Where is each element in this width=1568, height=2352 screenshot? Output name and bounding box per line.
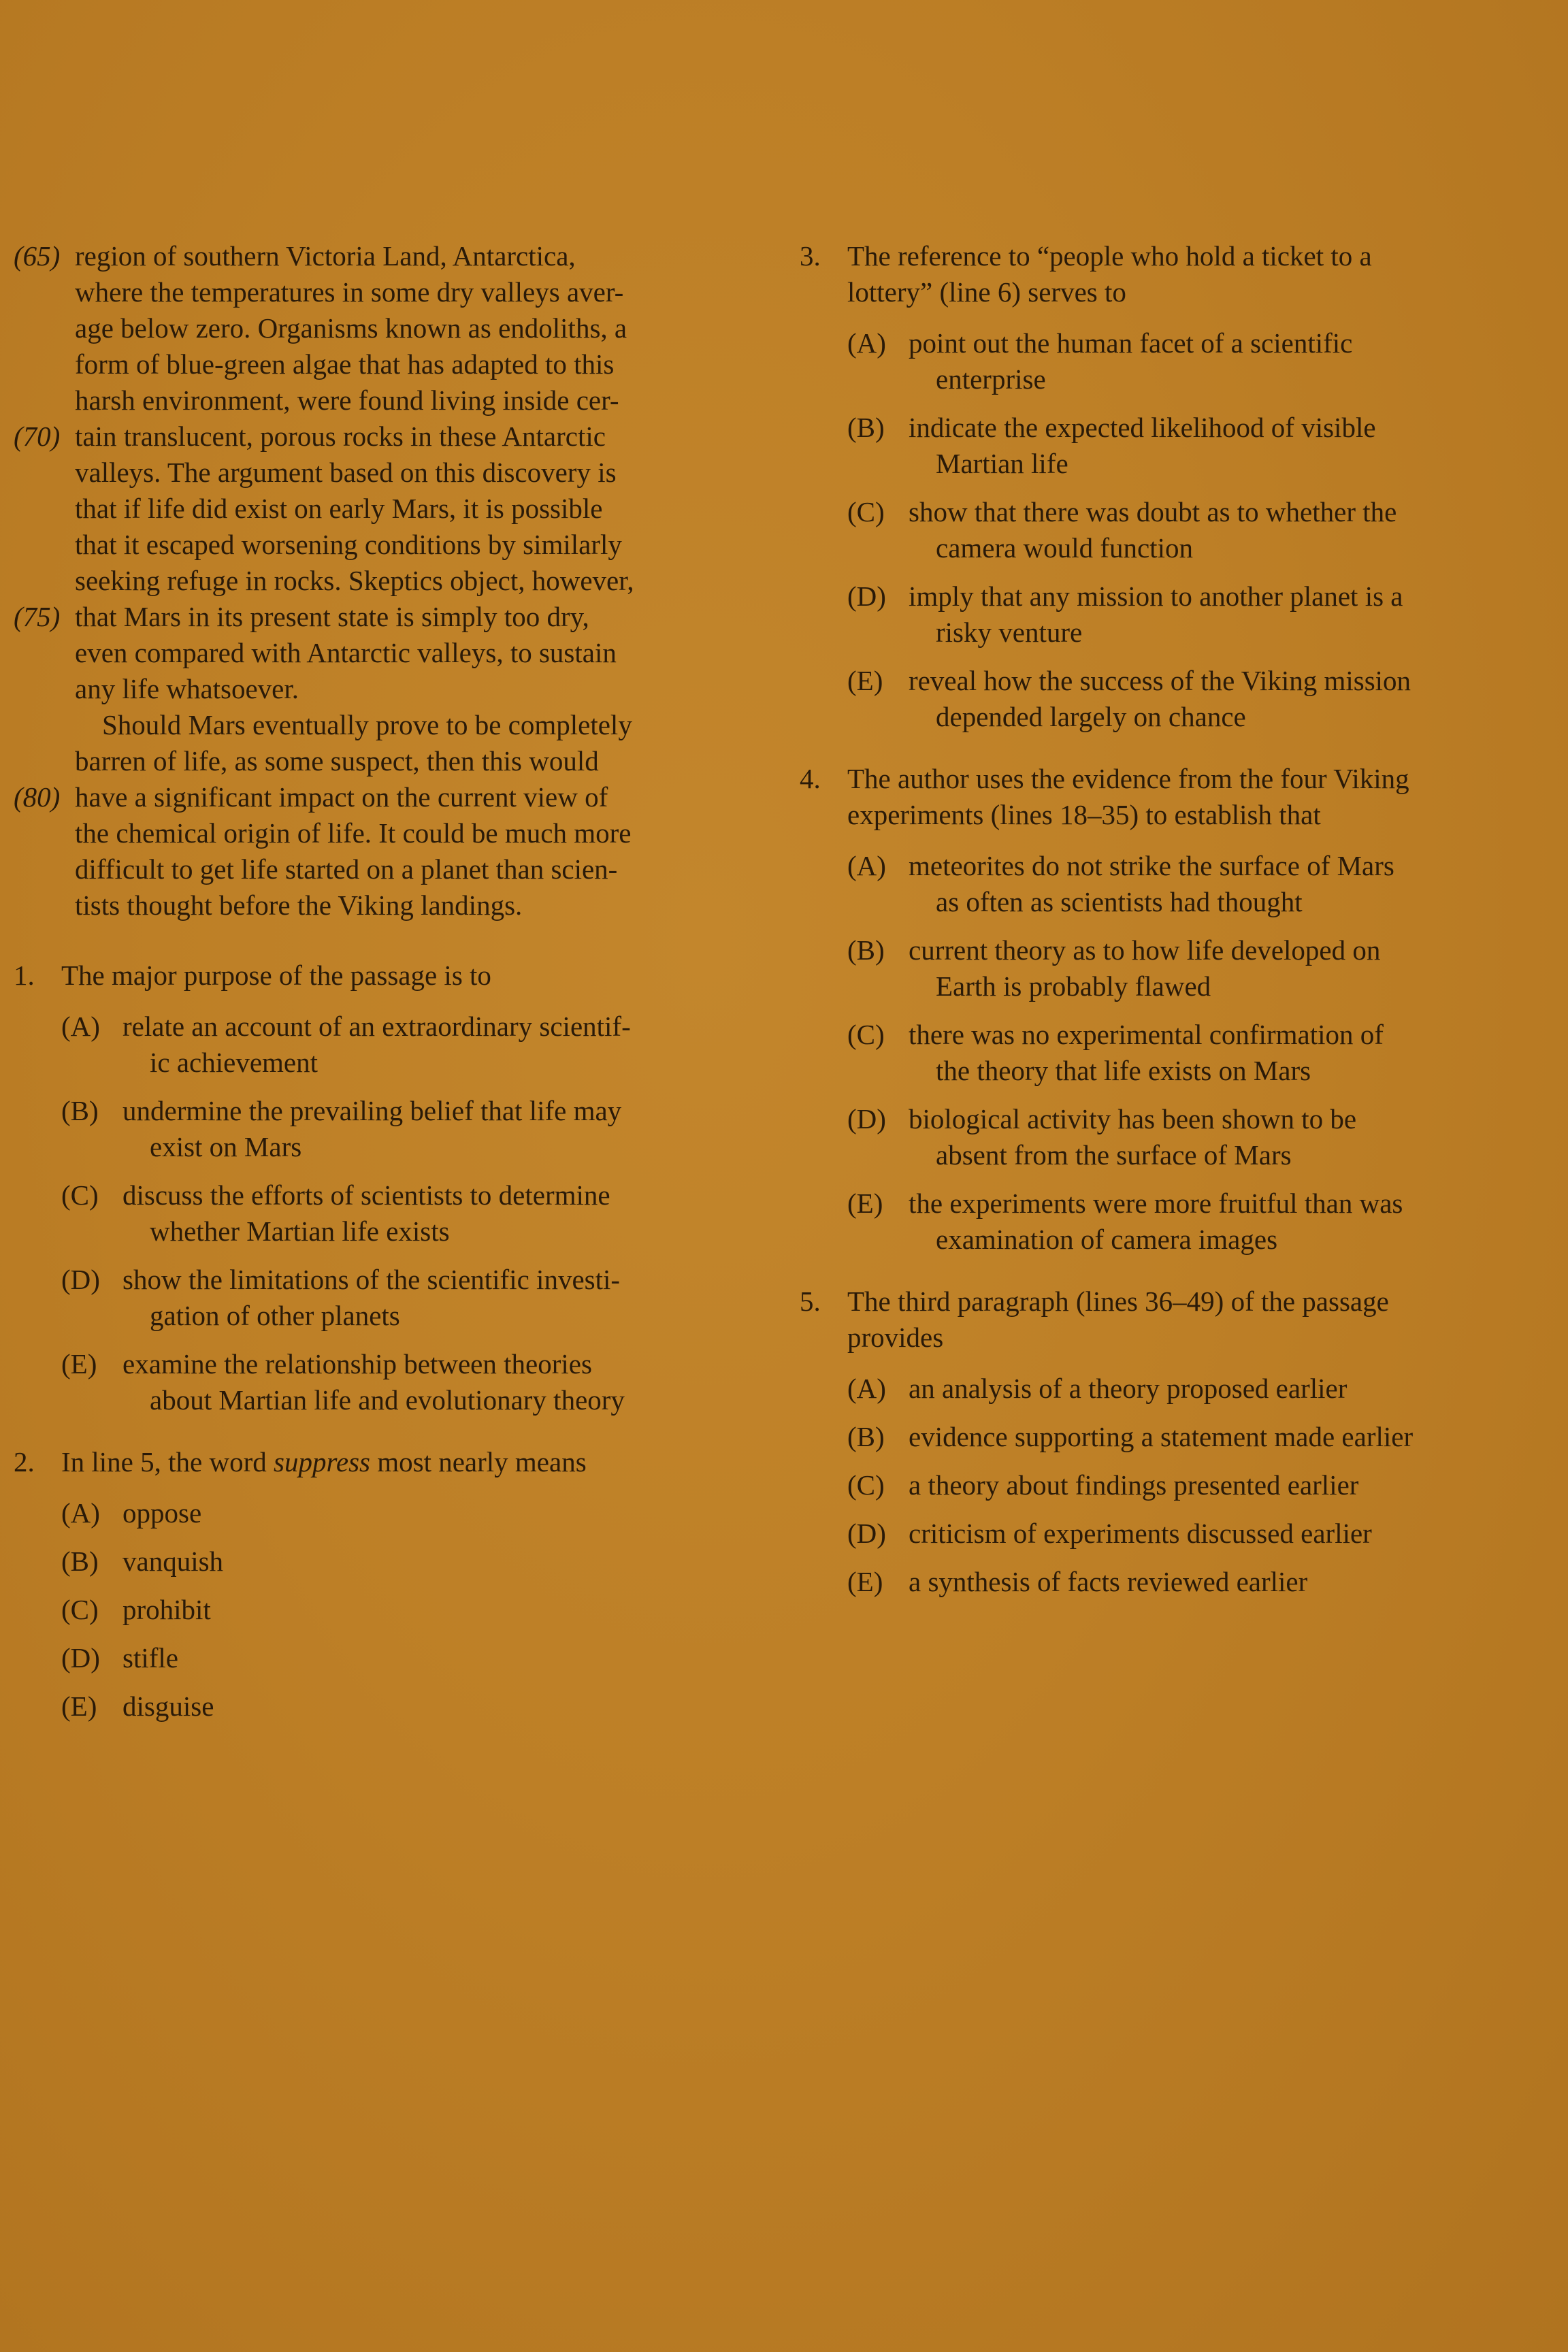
choice-text <box>909 932 1541 1004</box>
line-text: region of southern Victoria Land, Antarctica, <box>75 240 576 272</box>
answer-choice[interactable] <box>847 494 1541 566</box>
line-text: difficult to get life started on a planet than scien- <box>75 853 618 885</box>
passage-line <box>14 455 735 491</box>
line-number <box>14 382 75 419</box>
line-number <box>14 563 75 599</box>
choice-text: stifle <box>122 1642 178 1673</box>
answer-choice[interactable] <box>847 1017 1541 1089</box>
choice-text: disguise <box>122 1690 214 1722</box>
question-number: 5. <box>800 1286 821 1317</box>
answer-choices <box>800 1371 1541 1600</box>
choice-text-line: as often as scientists had thought <box>936 886 1303 917</box>
choice-text-line: a theory about findings presented earlier <box>909 1469 1359 1501</box>
choice-text-line: show that there was doubt as to whether the <box>909 496 1397 527</box>
answer-choice[interactable] <box>847 1371 1541 1407</box>
choice-text-line: there was no experimental confirmation of <box>909 1019 1384 1050</box>
question-text <box>847 761 1541 833</box>
question-4 <box>800 761 1541 1258</box>
line-number <box>14 455 75 491</box>
choice-label: (E) <box>847 1188 883 1219</box>
question-text-line: The reference to “people who hold a ticket to a <box>847 240 1372 272</box>
choice-text <box>909 848 1541 920</box>
question-text <box>847 1284 1541 1356</box>
choice-label: (C) <box>847 1469 885 1501</box>
left-column <box>14 238 735 1737</box>
choice-text <box>122 1346 735 1418</box>
question-text-line: experiments (lines 18–35) to establish that <box>847 799 1321 830</box>
choice-text-line: examination of camera images <box>936 1224 1278 1255</box>
line-text: valleys. The argument based on this discovery is <box>75 457 617 488</box>
answer-choice[interactable] <box>847 410 1541 482</box>
choice-text-line: risky venture <box>936 617 1083 648</box>
line-text: form of blue-green algae that has adapted to this <box>75 348 615 380</box>
passage-line <box>14 238 735 274</box>
answer-choice[interactable] <box>61 1592 735 1628</box>
question-text-line: The author uses the evidence from the four Viking <box>847 763 1409 794</box>
line-text: even compared with Antarctic valleys, to sustain <box>75 637 617 668</box>
choice-text-line: indicate the expected likelihood of visible <box>909 412 1376 443</box>
choice-text-line: enterprise <box>936 363 1046 395</box>
line-number <box>14 851 75 887</box>
answer-choice[interactable] <box>61 1640 735 1676</box>
choice-text-line: relate an account of an extraordinary scientif- <box>122 1011 631 1042</box>
line-number: (80) <box>14 781 61 813</box>
choice-label: (B) <box>847 934 885 966</box>
answer-choices <box>14 1495 735 1725</box>
choice-text-line: point out the human facet of a scientific <box>909 327 1353 359</box>
answer-choice[interactable] <box>61 1346 735 1418</box>
answer-choices <box>800 325 1541 735</box>
questions-left <box>14 958 735 1418</box>
choice-text-line: Martian life <box>936 448 1068 479</box>
question-number: 2. <box>14 1446 35 1477</box>
line-text: where the temperatures in some dry valleys aver- <box>75 276 624 308</box>
choice-text-line: an analysis of a theory proposed earlier <box>909 1373 1348 1404</box>
line-number <box>14 743 75 779</box>
line-number <box>14 671 75 707</box>
answer-choice[interactable] <box>847 1101 1541 1173</box>
choice-text-line: depended largely on chance <box>936 701 1246 732</box>
choice-text-line: Earth is probably flawed <box>936 970 1211 1002</box>
line-number <box>14 491 75 527</box>
answer-choice[interactable] <box>847 932 1541 1004</box>
choice-label: (B) <box>847 1421 885 1452</box>
line-text: that if life did exist on early Mars, it is possible <box>75 493 603 524</box>
choice-label: (D) <box>61 1264 100 1295</box>
choice-text <box>122 1009 735 1081</box>
choice-label: (D) <box>847 1518 886 1549</box>
choice-text-line: examine the relationship between theories <box>122 1348 592 1379</box>
answer-choice[interactable] <box>847 1186 1541 1258</box>
passage-line <box>14 382 735 419</box>
choice-label: (A) <box>61 1011 100 1042</box>
answer-choice[interactable] <box>61 1495 735 1531</box>
choice-text <box>122 1093 735 1165</box>
question-2 <box>14 1444 735 1725</box>
choice-text-line: absent from the surface of Mars <box>936 1139 1292 1171</box>
line-number: (65) <box>14 240 61 272</box>
choice-text <box>909 1186 1541 1258</box>
emphasized-word: suppress <box>273 1446 370 1477</box>
choice-text <box>909 1564 1541 1600</box>
question-5 <box>800 1284 1541 1600</box>
question-number: 4. <box>800 763 821 794</box>
choice-label: (C) <box>61 1179 99 1211</box>
answer-choice[interactable] <box>847 325 1541 397</box>
choice-text-line: evidence supporting a statement made earlier <box>909 1421 1414 1452</box>
question-text-line: The third paragraph (lines 36–49) of the passage <box>847 1286 1389 1317</box>
choice-text-line: current theory as to how life developed on <box>909 934 1381 966</box>
passage-line <box>14 707 735 743</box>
line-text: that Mars in its present state is simply too dry, <box>75 601 589 632</box>
choice-text <box>909 325 1541 397</box>
line-number <box>14 635 75 671</box>
passage-line <box>14 779 735 815</box>
question-text: In line 5, the word suppress most nearly means <box>61 1446 587 1477</box>
answer-choices <box>800 848 1541 1258</box>
choice-label: (E) <box>61 1690 97 1722</box>
passage-line <box>14 851 735 887</box>
choice-text <box>122 1262 735 1334</box>
question-stem <box>800 238 1541 310</box>
passage-line <box>14 671 735 707</box>
line-number <box>14 887 75 924</box>
choice-text-line: a synthesis of facts reviewed earlier <box>909 1566 1308 1597</box>
passage-line <box>14 491 735 527</box>
answer-choice[interactable] <box>61 1177 735 1250</box>
question-number: 3. <box>800 240 821 272</box>
choice-text <box>909 410 1541 482</box>
line-text: harsh environment, were found living inside cer- <box>75 385 619 416</box>
line-number: (75) <box>14 601 61 632</box>
question-1 <box>14 958 735 1418</box>
question-text <box>847 238 1541 310</box>
choice-text-line: gation of other planets <box>150 1300 400 1331</box>
choice-label: (D) <box>61 1642 100 1673</box>
line-number <box>14 815 75 851</box>
choice-text <box>909 1101 1541 1173</box>
choice-label: (A) <box>847 1373 886 1404</box>
line-number <box>14 310 75 346</box>
choice-label: (C) <box>847 496 885 527</box>
passage-line <box>14 635 735 671</box>
passage-line <box>14 274 735 310</box>
choice-label: (B) <box>61 1095 99 1126</box>
choice-label: (C) <box>61 1594 99 1625</box>
passage-line <box>14 743 735 779</box>
answer-choice[interactable] <box>61 1688 735 1725</box>
choice-text-line: the theory that life exists on Mars <box>936 1055 1311 1086</box>
answer-choice[interactable] <box>847 578 1541 651</box>
passage-line <box>14 527 735 563</box>
line-text: any life whatsoever. <box>75 673 299 704</box>
choice-label: (B) <box>61 1546 99 1577</box>
line-text: seeking refuge in rocks. Skeptics object, however, <box>75 565 634 596</box>
choice-label: (D) <box>847 581 886 612</box>
line-text: tain translucent, porous rocks in these Antarctic <box>75 421 606 452</box>
line-text: the chemical origin of life. It could be much more <box>75 817 632 849</box>
line-text: have a significant impact on the current view of <box>75 781 608 813</box>
choice-label: (E) <box>847 1566 883 1597</box>
choice-text-line: ic achievement <box>150 1047 318 1078</box>
answer-choice[interactable] <box>61 1262 735 1334</box>
choice-text-line: criticism of experiments discussed earlier <box>909 1518 1372 1549</box>
line-number <box>14 274 75 310</box>
choice-text-line: imply that any mission to another planet is a <box>909 581 1403 612</box>
answer-choice[interactable] <box>61 1544 735 1580</box>
question-text <box>61 958 735 994</box>
choice-text <box>909 494 1541 566</box>
choice-text-line: exist on Mars <box>150 1131 302 1162</box>
right-column <box>800 238 1541 1612</box>
question-number: 1. <box>14 960 35 991</box>
choice-text <box>909 1467 1541 1503</box>
choice-text-line: meteorites do not strike the surface of Mars <box>909 850 1394 881</box>
passage-line <box>14 419 735 455</box>
answer-choice[interactable] <box>847 1516 1541 1552</box>
line-text: Should Mars eventually prove to be completely <box>102 709 632 740</box>
choice-text-line: whether Martian life exists <box>150 1215 450 1247</box>
answer-choice[interactable] <box>847 848 1541 920</box>
question-stem <box>800 1284 1541 1356</box>
passage-line <box>14 599 735 635</box>
line-number <box>14 707 75 743</box>
line-number <box>14 346 75 382</box>
answer-choice[interactable] <box>847 1564 1541 1600</box>
passage-line <box>14 887 735 924</box>
choice-text <box>909 1017 1541 1089</box>
answer-choice[interactable] <box>847 663 1541 735</box>
choice-text: prohibit <box>122 1594 211 1625</box>
choice-text: vanquish <box>122 1546 224 1577</box>
choice-text <box>909 1419 1541 1455</box>
question-stem <box>800 761 1541 833</box>
choice-text <box>909 578 1541 651</box>
questions-right <box>800 238 1541 1600</box>
question-3 <box>800 238 1541 735</box>
answer-choices <box>14 1009 735 1418</box>
choice-text-line: reveal how the success of the Viking mission <box>909 665 1411 696</box>
question-text-line: The major purpose of the passage is to <box>61 960 491 991</box>
choice-text-line: undermine the prevailing belief that life may <box>122 1095 622 1126</box>
line-text: tists thought before the Viking landings. <box>75 889 523 921</box>
choice-label: (E) <box>61 1348 97 1379</box>
choice-label: (A) <box>847 850 886 881</box>
line-number <box>14 527 75 563</box>
choice-text-line: discuss the efforts of scientists to determine <box>122 1179 610 1211</box>
choice-label: (A) <box>61 1497 100 1529</box>
passage <box>14 238 735 924</box>
choice-text-line: show the limitations of the scientific investi- <box>122 1264 621 1295</box>
choice-label: (D) <box>847 1103 886 1134</box>
choice-label: (E) <box>847 665 883 696</box>
choice-text <box>909 1516 1541 1552</box>
choice-text: oppose <box>122 1497 202 1529</box>
question-stem <box>14 1444 735 1480</box>
passage-line <box>14 346 735 382</box>
line-text: barren of life, as some suspect, then this would <box>75 745 599 777</box>
question-text-line: lottery” (line 6) serves to <box>847 276 1126 308</box>
choice-label: (C) <box>847 1019 885 1050</box>
answer-choice[interactable] <box>847 1467 1541 1503</box>
choice-text <box>122 1177 735 1250</box>
passage-line <box>14 563 735 599</box>
question-stem <box>14 958 735 994</box>
answer-choice[interactable] <box>61 1009 735 1081</box>
line-number: (70) <box>14 421 61 452</box>
line-text: age below zero. Organisms known as endoliths, a <box>75 312 627 344</box>
question-text-line: provides <box>847 1322 944 1353</box>
choice-text <box>909 1371 1541 1407</box>
answer-choice[interactable] <box>847 1419 1541 1455</box>
passage-line <box>14 310 735 346</box>
passage-line <box>14 815 735 851</box>
choice-label: (A) <box>847 327 886 359</box>
choice-text <box>909 663 1541 735</box>
choice-text-line: biological activity has been shown to be <box>909 1103 1357 1134</box>
choice-text-line: camera would function <box>936 532 1193 564</box>
choice-text-line: about Martian life and evolutionary theory <box>150 1384 625 1416</box>
choice-text-line: the experiments were more fruitful than was <box>909 1188 1403 1219</box>
answer-choice[interactable] <box>61 1093 735 1165</box>
choice-label: (B) <box>847 412 885 443</box>
line-text: that it escaped worsening conditions by similarly <box>75 529 622 560</box>
